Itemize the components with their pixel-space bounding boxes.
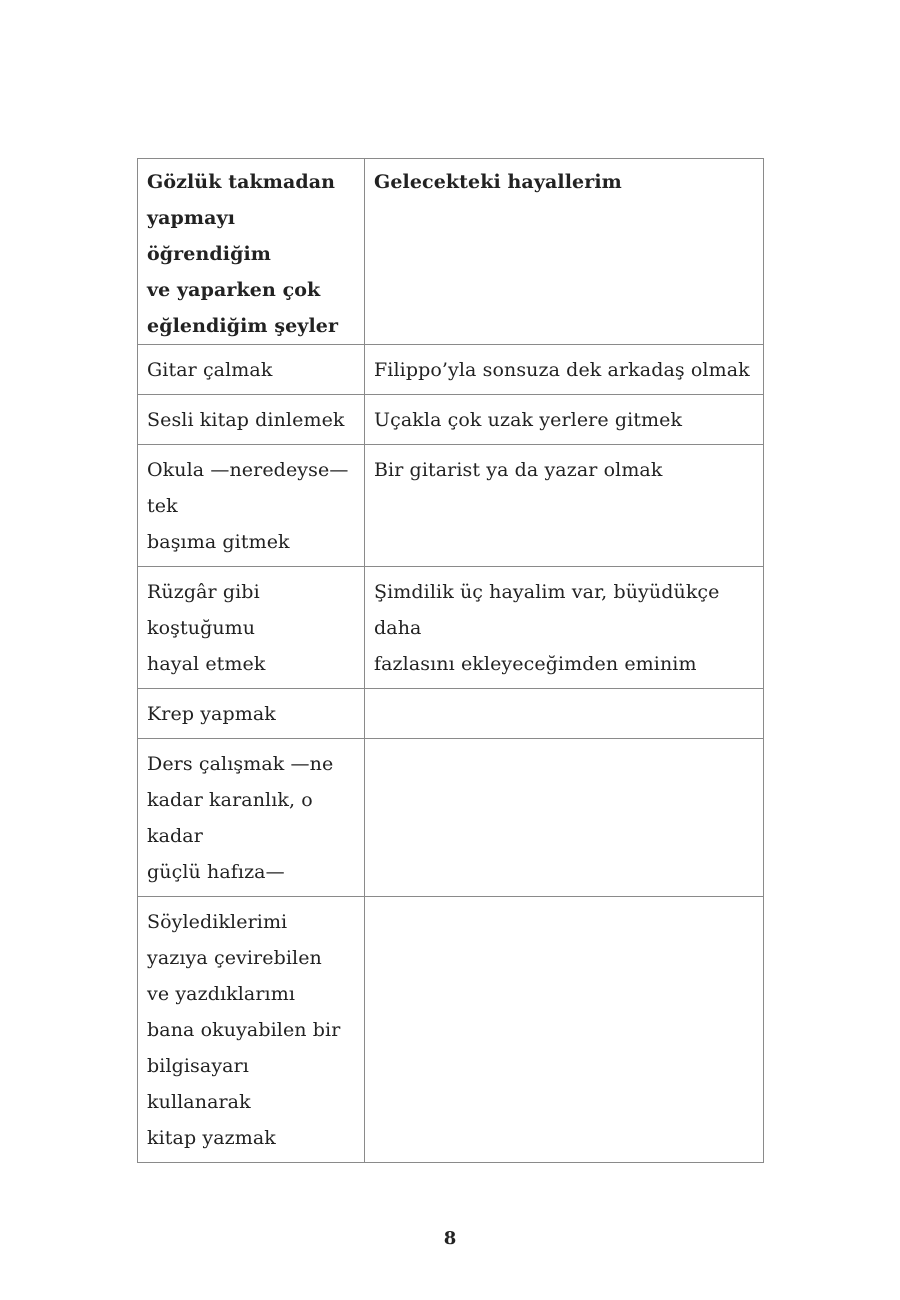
table-row [138,345,764,395]
skill-cell: Gitar çalmak [138,345,365,395]
skill-cell: Krep yapmak [138,689,365,739]
dream-cell: Filippo’yla sonsuza dek arkadaş olmak [365,345,764,395]
dream-cell-empty [365,739,764,897]
skill-cell: Rüzgâr gibi koştuğumu hayal etmek [138,567,365,689]
table-row [138,395,764,445]
page-number: 8 [443,1228,457,1249]
dream-cell: Bir gitarist ya da yazar olmak [365,445,764,567]
dream-cell: Uçakla çok uzak yerlere gitmek [365,395,764,445]
skill-cell: Okula —neredeyse— tek başıma gitmek [138,445,365,567]
dream-cell: Şimdilik üç hayalim var, büyüdükçe daha fazlasını ekleyeceğimden eminim [365,567,764,689]
table-row [138,567,764,689]
table-row [138,689,764,739]
skills-dreams-table [137,158,764,1163]
skill-cell: Söylediklerimi yazıya çevirebilen ve yazdıklarımı bana okuyabilen bir bilgisayarı kullanarak kitap yazmak [138,897,365,1163]
skill-cell: Ders çalışmak —ne kadar karanlık, o kadar güçlü hafıza— [138,739,365,897]
dream-cell-empty [365,689,764,739]
table-row [138,739,764,897]
table-row [138,445,764,567]
table-row [138,897,764,1163]
header-skills: Gözlük takmadan yapmayı öğrendiğim ve yaparken çok eğlendiğim şeyler [138,159,365,345]
skill-cell: Sesli kitap dinlemek [138,395,365,445]
table-header-row [138,159,764,345]
dream-cell-empty [365,897,764,1163]
header-dreams: Gelecekteki hayallerim [365,159,764,345]
